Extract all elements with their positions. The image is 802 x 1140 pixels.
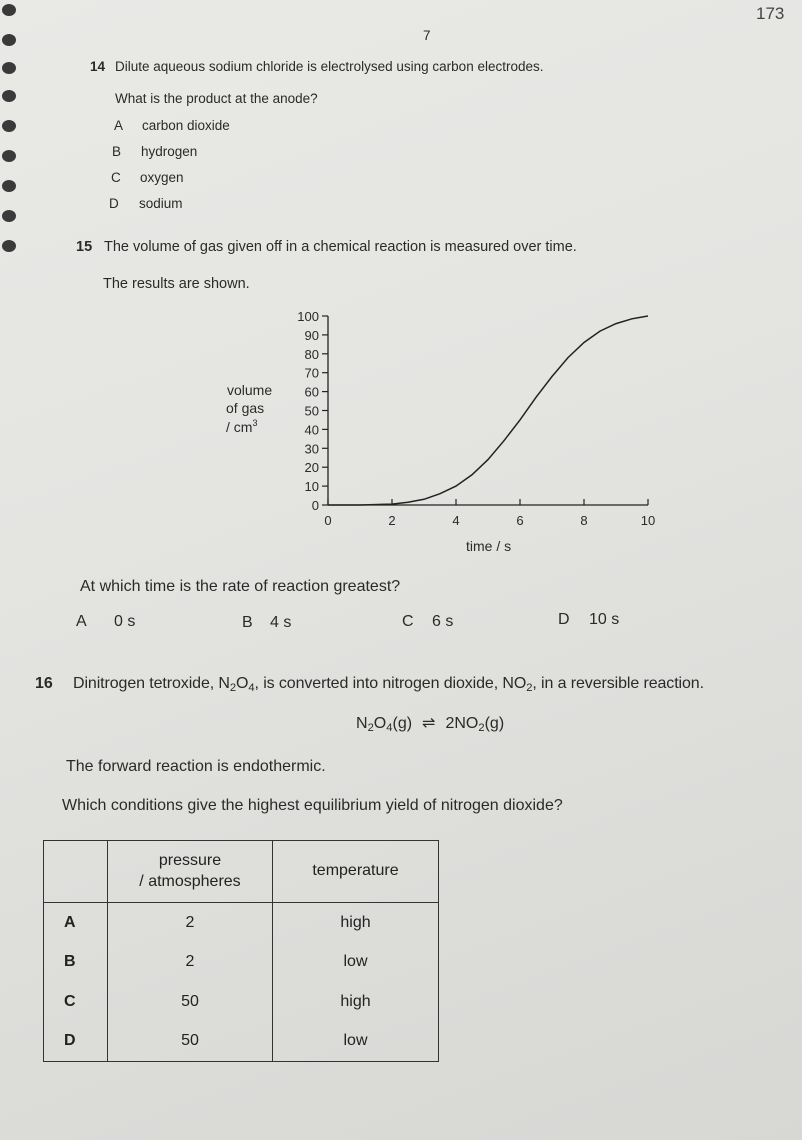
row-temperature: high <box>273 903 439 943</box>
x-tick-label: 2 <box>388 513 396 528</box>
equilibrium-arrow: ⇌ <box>422 715 436 732</box>
sheet-number: 7 <box>423 28 431 43</box>
y-tick-label: 80 <box>304 346 319 362</box>
x-tick-label: 8 <box>580 513 588 528</box>
results-text: The results are shown. <box>103 276 250 292</box>
y-tick-label: 30 <box>304 441 319 457</box>
y-tick-label: 100 <box>297 309 319 324</box>
option-letter: C <box>111 170 121 185</box>
x-tick-label: 10 <box>640 513 656 528</box>
y-tick-label: 50 <box>304 403 319 419</box>
row-temperature: low <box>273 1021 439 1061</box>
y-tick-label: 10 <box>304 479 319 495</box>
y-label-line-3 <box>226 418 257 435</box>
row-letter: A <box>44 903 108 943</box>
row-pressure: 2 <box>108 903 273 943</box>
y-label-line-2: of gas <box>226 400 265 416</box>
option-text: carbon dioxide <box>142 118 230 133</box>
row-temperature: low <box>273 943 439 982</box>
option-letter: D <box>109 196 119 211</box>
y-tick-label: 70 <box>304 365 319 381</box>
option-letter: A <box>76 613 87 630</box>
question-number: 14 <box>90 59 106 74</box>
page-number: 173 <box>756 4 785 23</box>
y-axis-label <box>226 382 272 435</box>
conditions-table <box>43 840 439 1062</box>
x-ticks <box>324 499 655 528</box>
option-text: 0 s <box>114 613 136 630</box>
x-tick-label: 0 <box>324 513 332 528</box>
series-line <box>328 316 648 505</box>
x-tick-label: 6 <box>516 513 524 528</box>
question-text: Dilute aqueous sodium chloride is electrolysed using carbon electrodes. <box>115 59 544 74</box>
option-letter: A <box>114 118 124 133</box>
option-text: 10 s <box>589 611 620 628</box>
table-row <box>44 943 439 982</box>
y-tick-label: 90 <box>304 327 319 343</box>
question-text: Dinitrogen tetroxide, $N_2O_4$, is converted into nitrogen dioxide, $NO_2$, in a reversible reaction. <box>73 675 704 694</box>
option-text: oxygen <box>140 170 184 185</box>
question-prompt: What is the product at the anode? <box>115 91 318 106</box>
option-letter: B <box>242 614 253 631</box>
table-header-row <box>44 841 439 903</box>
row-letter: C <box>44 982 108 1021</box>
option-letter: C <box>402 613 414 630</box>
option-text: 4 s <box>270 614 292 631</box>
option-letter: B <box>112 144 122 159</box>
table-header-pressure: pressure / atmospheres <box>108 841 273 903</box>
row-pressure: 50 <box>108 1021 273 1061</box>
option-letter: D <box>558 611 570 628</box>
question-text: The volume of gas given off in a chemical reaction is measured over time. <box>104 239 577 255</box>
statement-text: The forward reaction is endothermic. <box>66 758 326 775</box>
y-label-unit: / cm <box>226 419 253 435</box>
y-label-sup: 3 <box>252 418 258 428</box>
row-letter: B <box>44 943 108 982</box>
y-tick-label: 60 <box>304 384 319 400</box>
question-prompt: Which conditions give the highest equilibrium yield of nitrogen dioxide? <box>62 797 563 814</box>
chart-axes <box>328 316 648 505</box>
row-pressure: 50 <box>108 982 273 1021</box>
x-tick-label: 4 <box>452 513 460 528</box>
y-tick-label: 20 <box>304 460 319 476</box>
y-tick-label: 0 <box>311 498 319 513</box>
reaction-equation: $N_2O_4(g)$ ⇌ $2NO_2(g)$ <box>356 715 505 734</box>
table-row <box>44 903 439 943</box>
table-row <box>44 982 439 1021</box>
y-label-line-1: volume <box>227 382 273 398</box>
table-header-empty <box>44 841 108 903</box>
option-text: sodium <box>139 196 183 211</box>
question-number: 15 <box>76 239 93 255</box>
option-text: hydrogen <box>141 144 198 159</box>
question-number: 16 <box>35 675 53 692</box>
table-row <box>44 1021 439 1061</box>
y-ticks <box>297 309 328 513</box>
row-temperature: high <box>273 982 439 1021</box>
option-text: 6 s <box>432 613 454 630</box>
y-tick-label: 40 <box>304 422 319 438</box>
question-prompt: At which time is the rate of reaction greatest? <box>80 578 401 595</box>
row-letter: D <box>44 1021 108 1061</box>
row-pressure: 2 <box>108 943 273 982</box>
x-axis-label: time / s <box>466 538 512 554</box>
table-header-temperature: temperature <box>273 841 439 903</box>
